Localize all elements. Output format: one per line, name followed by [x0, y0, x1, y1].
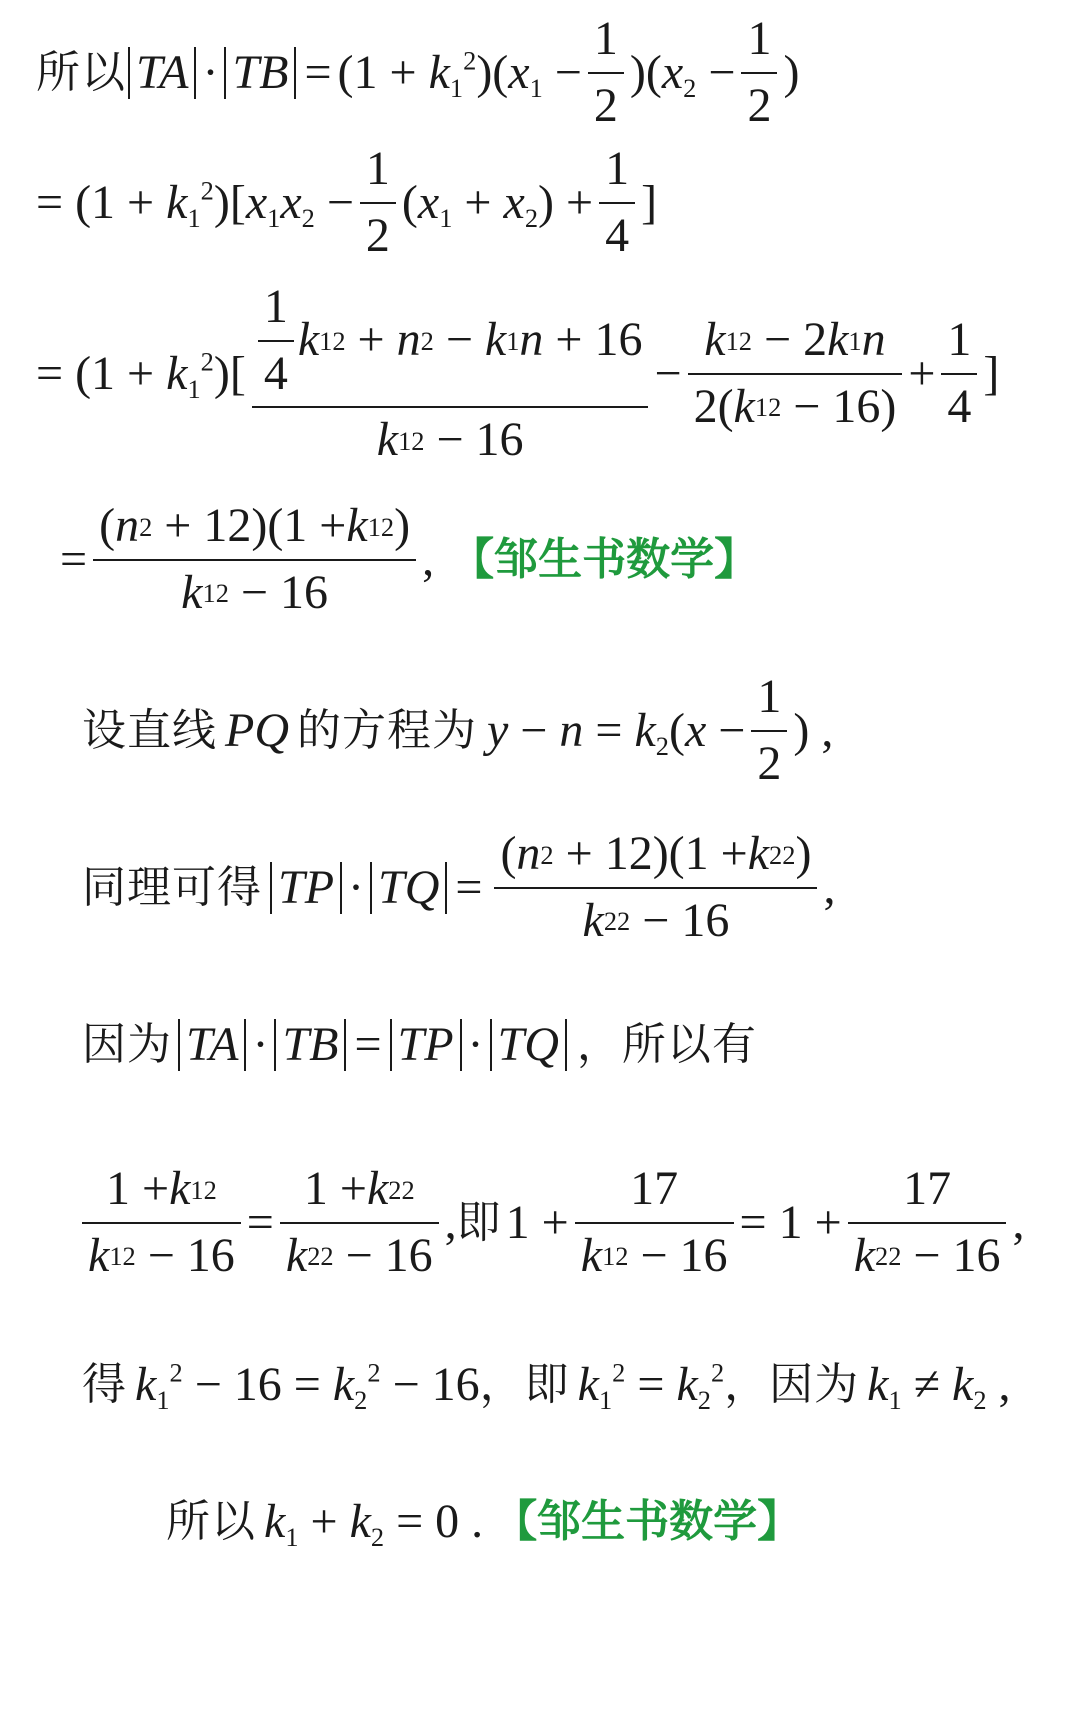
brand-tag: 【邹生书数学】 — [493, 1496, 802, 1547]
equation-line-10: 所以 $k_1 + k_2 = 0$ . 【邹生书数学】 — [166, 1495, 802, 1553]
frac-half: $\frac{1}{2}$ — [751, 671, 787, 791]
equation-line-7: 因为 TA · TB = TP · TQ ，所以有 — [82, 1018, 757, 1071]
equation-line-6: 同理可得 TP · TQ = ( n 2 + 12)(1 + k 2 2 ) k 2 2 − 16 , — [82, 827, 836, 947]
equation-line-4: = ( n 2 + 12)(1 + k 1 2 ) k 1 2 − 16 , 【邹生书数学】 — [60, 499, 759, 619]
frac-quarter: $\frac{1}{4}$ — [599, 143, 635, 263]
frac-eq-right: 1 + k 2 2 k 2 2 − 16 — [280, 1163, 439, 1283]
frac-half: $\frac{1}{2}$ — [588, 13, 624, 133]
equation-line-1: 所以 TA · TB = $(1 + k_1^2)(x_1$ − $\frac{1}{2}$ )($x_2$ − $\frac{1}{2}$ ) — [36, 12, 800, 132]
abs-ta: TA — [128, 47, 196, 99]
equation-line-3: = $(1 + k_1^2)$[ $\frac{1}{4}$ k 1 2 + n 2 − k 1 n + 16 k 1 2 − 16 − k 1 2 − 2 k 1 n 2( k 1 2 − 16) + $\frac{1}{4}$ ] — [36, 279, 1000, 467]
frac-quarter: $\frac{1}{4}$ — [941, 314, 977, 434]
text-suoyi: 所以 — [36, 47, 126, 98]
frac-result-2: ( n 2 + 12)(1 + k 2 2 ) k 2 2 − 16 — [494, 828, 817, 948]
frac-17-k1: 17 k 1 2 − 16 — [575, 1163, 734, 1283]
equation-line-5: 设直线 PQ 的方程为 $y - n = k_2(x$ − $\frac{1}{2}$ ) , — [82, 670, 834, 790]
equation-line-9: 得 $k_1^2 - 16 = k_2^2 - 16$ ，即 $k_1^2 = k_2^2$ ，因为 $k_1 \ne k_2$ , — [82, 1357, 1011, 1416]
frac-big-1: $\frac{1}{4}$ k 1 2 + n 2 − k 1 n + 16 k 1 2 − 16 — [252, 281, 649, 467]
brand-tag: 【邹生书数学】 — [450, 534, 759, 585]
frac-half: $\frac{1}{2}$ — [741, 13, 777, 133]
equation-line-8: 1 + k 1 2 k 1 2 − 16 = 1 + k 2 2 k 2 2 − 16 , 即 1 + 17 k 1 2 − 16 = 1 + 17 k 2 2 − 16 , — [82, 1158, 1024, 1288]
frac-eq-left: 1 + k 1 2 k 1 2 − 16 — [82, 1163, 241, 1283]
abs-tb: TB — [224, 47, 296, 99]
frac-half: $\frac{1}{2}$ — [360, 143, 396, 263]
frac-result-1: ( n 2 + 12)(1 + k 1 2 ) k 1 2 − 16 — [93, 500, 416, 620]
frac-17-k2: 17 k 2 2 − 16 — [848, 1163, 1007, 1283]
frac-big-2: k 1 2 − 2 k 1 n 2( k 1 2 − 16) — [688, 314, 903, 434]
equation-line-2: = $(1 + k_1^2)[x_1x_2$ − $\frac{1}{2}$ $(x_1 + x_2)$ + $\frac{1}{4}$ ] — [36, 142, 658, 262]
